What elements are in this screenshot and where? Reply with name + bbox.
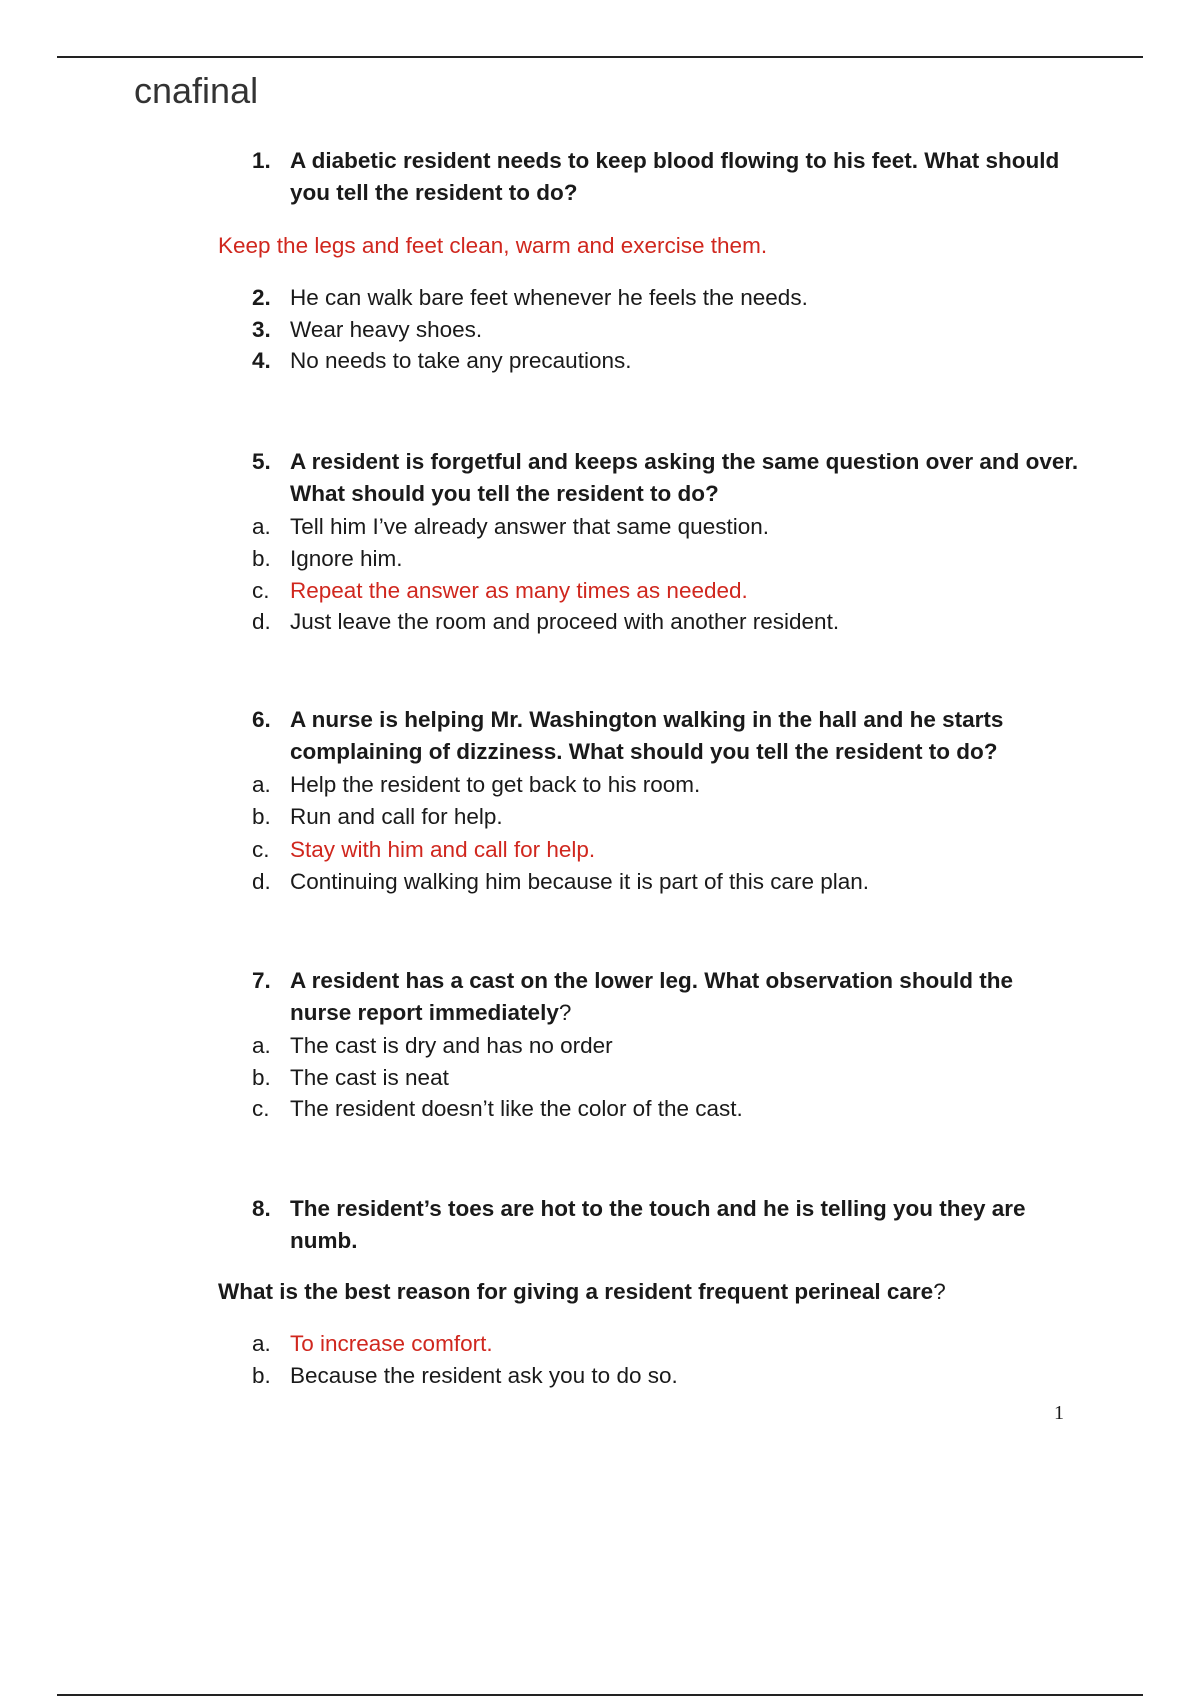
option-label: d. [252,609,271,634]
question-5-number: 5. [252,449,271,474]
option-text-correct: Stay with him and call for help. [290,837,596,862]
question-8-text-line1: The resident’s toes are hot to the touch and he is telling you they are [290,1196,1026,1221]
option-text: The resident doesn’t like the color of the cast. [290,1096,743,1121]
option-label: a. [252,772,271,797]
question-5-text-line1: A resident is forgetful and keeps asking the same question over and over. [290,449,1079,474]
option-text: He can walk bare feet whenever he feels the needs. [290,285,808,310]
question-6-number: 6. [252,707,271,732]
option-label: c. [252,1096,270,1121]
option-label: a. [252,1331,271,1356]
option-label: c. [252,578,270,603]
bottom-rule [57,1694,1143,1696]
question-1-text-line2: you tell the resident to do? [290,180,578,205]
page-number: 1 [1054,1402,1064,1424]
question-8-text-line2: numb. [290,1228,358,1253]
question-7-text-line2-main: nurse report immediately [290,1000,559,1025]
option-text: No needs to take any precautions. [290,348,632,373]
option-label: 3. [252,317,271,342]
option-label: 2. [252,285,271,310]
option-text: The cast is dry and has no order [290,1033,613,1058]
option-text: Continuing walking him because it is part of this care plan. [290,869,870,894]
option-text: Wear heavy shoes. [290,317,483,342]
option-text: Help the resident to get back to his room. [290,772,701,797]
question-1-answer: Keep the legs and feet clean, warm and exercise them. [218,233,768,258]
option-label: c. [252,837,270,862]
option-text: Tell him I’ve already answer that same question. [290,514,769,539]
question-1-text-line1: A diabetic resident needs to keep blood flowing to his feet. What should [290,148,1060,173]
option-text-correct: Repeat the answer as many times as needed. [290,578,748,603]
option-text-correct: To increase comfort. [290,1331,493,1356]
option-label: b. [252,804,271,829]
question-7-number: 7. [252,968,271,993]
option-label: b. [252,1363,271,1388]
top-rule [57,56,1143,58]
option-label: b. [252,546,271,571]
option-label: a. [252,514,271,539]
option-text: The cast is neat [290,1065,449,1090]
option-label: d. [252,869,271,894]
question-8-followup-main: What is the best reason for giving a resident frequent perineal care [218,1279,934,1304]
option-text: Just leave the room and proceed with another resident. [290,609,840,634]
document-title: cnafinal [134,70,259,111]
option-label: b. [252,1065,271,1090]
question-6-text-line1: A nurse is helping Mr. Washington walking in the hall and he starts [290,707,1004,732]
option-label: a. [252,1033,271,1058]
question-8-followup [218,1277,946,1307]
question-6-text-line2: complaining of dizziness. What should you tell the resident to do? [290,739,998,764]
option-text: Ignore him. [290,546,403,571]
option-label: 4. [252,348,271,373]
question-8-number: 8. [252,1196,271,1221]
question-7-text-line1: A resident has a cast on the lower leg. What observation should the [290,968,1014,993]
question-7-suffix: ? [558,1000,572,1025]
question-5-text-line2: What should you tell the resident to do? [290,481,719,506]
question-1-number: 1. [252,148,271,173]
question-8-followup-suffix: ? [933,1279,946,1304]
option-text: Because the resident ask you to do so. [290,1363,678,1388]
option-text: Run and call for help. [290,804,503,829]
question-7-text-line2 [290,998,571,1028]
